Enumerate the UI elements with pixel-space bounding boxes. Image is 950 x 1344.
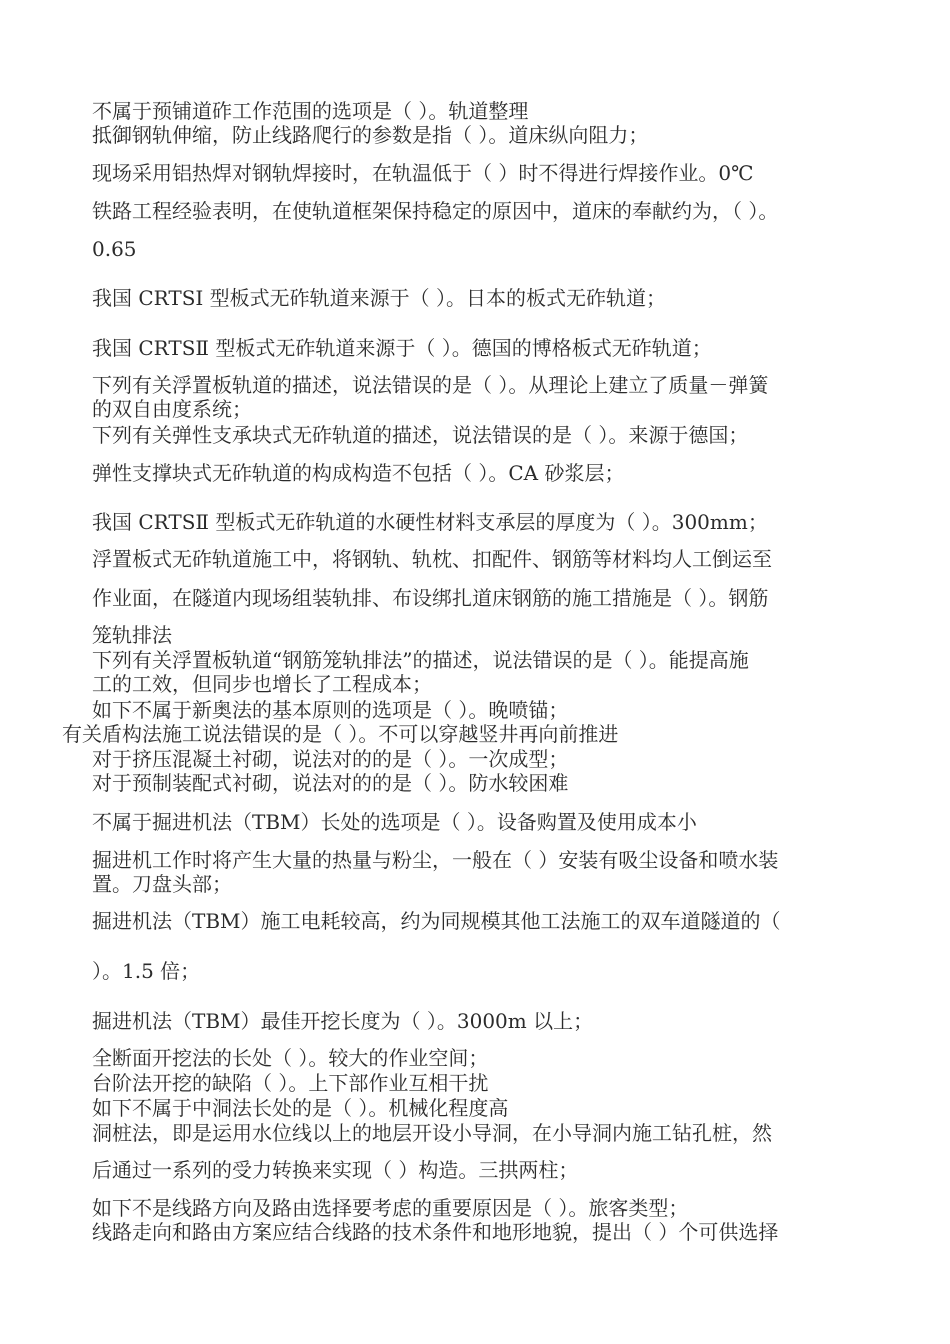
text-line: 浮置板式无砟轨道施工中，将钢轨、轨枕、扣配件、钢筋等材料均人工倒运至 xyxy=(92,547,772,571)
text-line: 作业面，在隧道内现场组装轨排、布设绑扎道床钢筋的施工措施是（ ）。钢筋 xyxy=(92,586,769,610)
text-line: 如下不属于新奥法的基本原则的选项是（ ）。晚喷锚； xyxy=(92,698,569,722)
text-line: ）。1.5 倍； xyxy=(92,959,201,983)
text-line: 下列有关浮置板轨道“钢筋笼轨排法”的描述，说法错误的是（ ）。能提高施 xyxy=(92,648,749,672)
text-line: 不属于掘进机法（TBM）长处的选项是（ ）。设备购置及使用成本小 xyxy=(92,810,697,834)
text-line: 笼轨排法 xyxy=(92,623,172,647)
text-line: 铁路工程经验表明，在使轨道框架保持稳定的原因中，道床的奉献约为，（ ）。 xyxy=(92,199,779,223)
text-line: 置。刀盘头部； xyxy=(92,872,232,896)
text-line: 下列有关弹性支承块式无砟轨道的描述，说法错误的是（ ）。来源于德国； xyxy=(92,423,749,447)
text-line: 我国 CRTSⅡ 型板式无砟轨道的水硬性材料支承层的厚度为（ ）。300mm； xyxy=(92,510,768,534)
text-line: 线路走向和路由方案应结合线路的技术条件和地形地貌，提出（ ）个可供选择 xyxy=(92,1220,779,1244)
text-line: 对于预制装配式衬砌，说法对的的是（ ）。防水较困难 xyxy=(92,771,569,795)
text-line: 掘进机工作时将产生大量的热量与粉尘，一般在（ ）安装有吸尘设备和喷水装 xyxy=(92,848,779,872)
text-line: 掘进机法（TBM）最佳开挖长度为（ ）。3000m 以上； xyxy=(92,1009,594,1033)
text-line: 如下不是线路方向及路由选择要考虑的重要原因是（ ）。旅客类型； xyxy=(92,1196,689,1220)
text-line: 工的工效，但同步也增长了工程成本； xyxy=(92,672,432,696)
text-line: 我国 CRTSⅡ 型板式无砟轨道来源于（ ）。德国的博格板式无砟轨道； xyxy=(92,336,712,360)
text-line: 抵御钢轨伸缩，防止线路爬行的参数是指（ ）。道床纵向阻力； xyxy=(92,123,649,147)
text-line: 有关盾构法施工说法错误的是（ ）。不可以穿越竖井再向前推进 xyxy=(62,722,619,746)
text-line: 掘进机法（TBM）施工电耗较高，约为同规模其他工法施工的双车道隧道的（ xyxy=(92,909,781,933)
text-line: 我国 CRTSⅠ 型板式无砟轨道来源于（ ）。日本的板式无砟轨道； xyxy=(92,286,667,310)
text-line: 弹性支撑块式无砟轨道的构成构造不包括（ ）。CA 砂浆层； xyxy=(92,461,625,485)
text-line: 对于挤压混凝土衬砌，说法对的的是（ ）。一次成型； xyxy=(92,747,569,771)
text-line: 现场采用铝热焊对钢轨焊接时，在轨温低于（ ）时不得进行焊接作业。0℃ xyxy=(92,161,754,185)
text-line: 下列有关浮置板轨道的描述，说法错误的是（ ）。从理论上建立了质量－弹簧 xyxy=(92,373,769,397)
text-line: 台阶法开挖的缺陷（ ）。上下部作业互相干扰 xyxy=(92,1071,489,1095)
text-line: 的双自由度系统； xyxy=(92,397,252,421)
text-line: 如下不属于中洞法长处的是（ ）。机械化程度高 xyxy=(92,1096,509,1120)
text-line: 全断面开挖法的长处（ ）。较大的作业空间； xyxy=(92,1046,489,1070)
text-line: 洞桩法，即是运用水位线以上的地层开设小导洞，在小导洞内施工钻孔桩，然 xyxy=(92,1121,772,1145)
text-line: 0.65 xyxy=(92,237,137,261)
text-line: 后通过一系列的受力转换来实现（ ）构造。三拱两柱； xyxy=(92,1158,579,1182)
text-line: 不属于预铺道砟工作范围的选项是（ ）。轨道整理 xyxy=(92,99,529,123)
